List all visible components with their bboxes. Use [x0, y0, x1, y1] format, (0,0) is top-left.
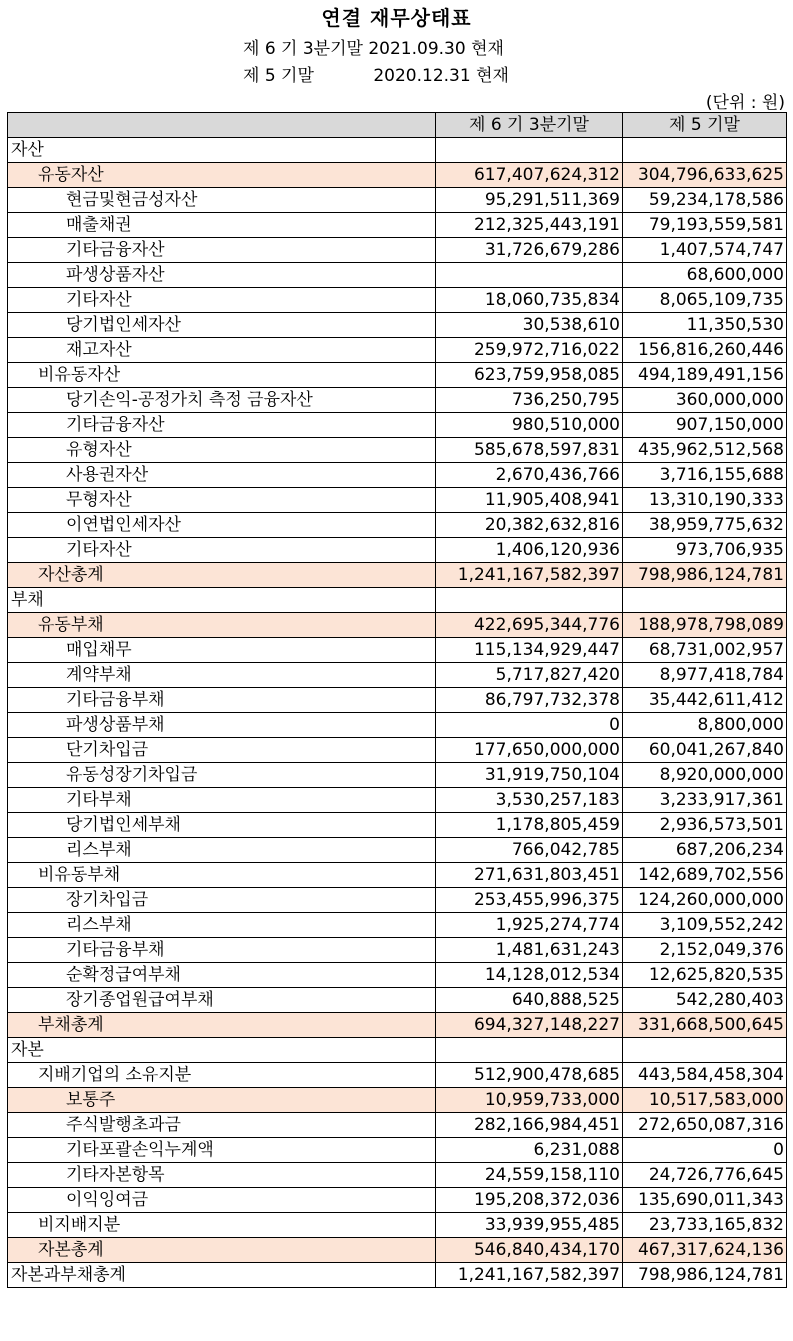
period-prior: 제 5 기말 2020.12.31 현재 [243, 66, 509, 86]
current-period-value: 177,650,000,000 [436, 738, 623, 763]
current-period-value: 195,208,372,036 [436, 1188, 623, 1213]
table-row [8, 188, 787, 213]
table-row [8, 813, 787, 838]
prior-period-value: 1,407,574,747 [623, 238, 787, 263]
row-label: 리스부채 [8, 913, 436, 938]
table-row [8, 713, 787, 738]
row-label: 매출채권 [8, 213, 436, 238]
prior-period-value: 360,000,000 [623, 388, 787, 413]
current-period-value: 86,797,732,378 [436, 688, 623, 713]
current-period-value [436, 588, 623, 613]
table-row [8, 963, 787, 988]
prior-period-value: 8,065,109,735 [623, 288, 787, 313]
row-label: 이연법인세자산 [8, 513, 436, 538]
current-period-value: 259,972,716,022 [436, 338, 623, 363]
table-row [8, 838, 787, 863]
current-period-value: 1,925,274,774 [436, 913, 623, 938]
row-label: 유동부채 [8, 613, 436, 638]
table-row [8, 888, 787, 913]
table-row [8, 1163, 787, 1188]
table-row [8, 688, 787, 713]
table-row [8, 613, 787, 638]
row-label: 기타금융자산 [8, 413, 436, 438]
current-period-value: 980,510,000 [436, 413, 623, 438]
table-row [8, 863, 787, 888]
statement-title: 연결 재무상태표 [321, 6, 472, 30]
row-label: 자본 [8, 1038, 436, 1063]
prior-period-value: 798,986,124,781 [623, 563, 787, 588]
prior-period-value: 443,584,458,304 [623, 1063, 787, 1088]
row-label: 현금및현금성자산 [8, 188, 436, 213]
table-row [8, 1063, 787, 1088]
current-period-value [436, 263, 623, 288]
prior-period-value: 272,650,087,316 [623, 1113, 787, 1138]
prior-period-value: 2,936,573,501 [623, 813, 787, 838]
table-row [8, 588, 787, 613]
current-period-value: 95,291,511,369 [436, 188, 623, 213]
table-row [8, 638, 787, 663]
prior-period-value: 68,731,002,957 [623, 638, 787, 663]
current-period-value: 6,231,088 [436, 1138, 623, 1163]
row-label: 리스부채 [8, 838, 436, 863]
table-row [8, 138, 787, 163]
row-label: 기타자본항목 [8, 1163, 436, 1188]
balance-sheet-table [7, 112, 787, 1288]
table-row [8, 1238, 787, 1263]
current-period-value: 617,407,624,312 [436, 163, 623, 188]
prior-period-value: 331,668,500,645 [623, 1013, 787, 1038]
row-label: 자산 [8, 138, 436, 163]
prior-period-value: 35,442,611,412 [623, 688, 787, 713]
prior-period-value: 38,959,775,632 [623, 513, 787, 538]
row-label: 유동성장기차입금 [8, 763, 436, 788]
row-label: 자본총계 [8, 1238, 436, 1263]
table-row [8, 163, 787, 188]
row-label: 재고자산 [8, 338, 436, 363]
prior-period-value: 798,986,124,781 [623, 1263, 787, 1288]
prior-period-value: 304,796,633,625 [623, 163, 787, 188]
row-label: 비지배지분 [8, 1213, 436, 1238]
table-row [8, 1213, 787, 1238]
row-label: 순확정급여부채 [8, 963, 436, 988]
row-label: 주식발행초과금 [8, 1113, 436, 1138]
table-row [8, 513, 787, 538]
current-period-value: 640,888,525 [436, 988, 623, 1013]
row-label: 당기법인세부채 [8, 813, 436, 838]
current-period-value: 31,919,750,104 [436, 763, 623, 788]
table-row [8, 563, 787, 588]
table-row [8, 763, 787, 788]
current-period-value: 212,325,443,191 [436, 213, 623, 238]
period-current: 제 6 기 3분기말 2021.09.30 현재 [243, 39, 504, 59]
table-row [8, 388, 787, 413]
prior-period-value: 23,733,165,832 [623, 1213, 787, 1238]
prior-period-value: 13,310,190,333 [623, 488, 787, 513]
table-row [8, 463, 787, 488]
current-period-value: 512,900,478,685 [436, 1063, 623, 1088]
table-row [8, 1038, 787, 1063]
prior-period-value: 8,920,000,000 [623, 763, 787, 788]
current-period-value: 11,905,408,941 [436, 488, 623, 513]
current-period-value: 10,959,733,000 [436, 1088, 623, 1113]
current-period-value: 33,939,955,485 [436, 1213, 623, 1238]
current-period-value [436, 138, 623, 163]
row-label: 기타부채 [8, 788, 436, 813]
table-row [8, 438, 787, 463]
prior-period-value: 8,800,000 [623, 713, 787, 738]
prior-period-value: 0 [623, 1138, 787, 1163]
table-header-row [8, 113, 787, 138]
prior-period-value [623, 1038, 787, 1063]
prior-period-value: 973,706,935 [623, 538, 787, 563]
table-row [8, 913, 787, 938]
current-period-value: 766,042,785 [436, 838, 623, 863]
prior-period-value: 59,234,178,586 [623, 188, 787, 213]
row-label: 자산총계 [8, 563, 436, 588]
current-period-value: 623,759,958,085 [436, 363, 623, 388]
current-period-value: 31,726,679,286 [436, 238, 623, 263]
current-period-value: 5,717,827,420 [436, 663, 623, 688]
current-period-value: 585,678,597,831 [436, 438, 623, 463]
table-row [8, 1138, 787, 1163]
current-period-value [436, 1038, 623, 1063]
current-period-value: 20,382,632,816 [436, 513, 623, 538]
prior-period-value: 494,189,491,156 [623, 363, 787, 388]
prior-period-value: 10,517,583,000 [623, 1088, 787, 1113]
table-row [8, 413, 787, 438]
current-period-value: 1,481,631,243 [436, 938, 623, 963]
prior-period-value: 156,816,260,446 [623, 338, 787, 363]
row-label: 당기손익-공정가치 측정 금융자산 [8, 388, 436, 413]
current-period-value: 2,670,436,766 [436, 463, 623, 488]
current-period-value: 271,631,803,451 [436, 863, 623, 888]
row-label: 파생상품부채 [8, 713, 436, 738]
prior-period-value: 135,690,011,343 [623, 1188, 787, 1213]
prior-period-value: 542,280,403 [623, 988, 787, 1013]
table-row [8, 213, 787, 238]
prior-period-value: 142,689,702,556 [623, 863, 787, 888]
current-period-value: 1,178,805,459 [436, 813, 623, 838]
current-period-value: 3,530,257,183 [436, 788, 623, 813]
current-period-value: 1,406,120,936 [436, 538, 623, 563]
row-label: 기타금융부채 [8, 688, 436, 713]
prior-period-value: 11,350,530 [623, 313, 787, 338]
row-label: 파생상품자산 [8, 263, 436, 288]
table-row [8, 488, 787, 513]
row-label: 부채 [8, 588, 436, 613]
table-row [8, 738, 787, 763]
row-label: 장기차입금 [8, 888, 436, 913]
row-label: 당기법인세자산 [8, 313, 436, 338]
prior-period-value: 3,109,552,242 [623, 913, 787, 938]
current-period-value: 422,695,344,776 [436, 613, 623, 638]
row-label: 부채총계 [8, 1013, 436, 1038]
table-row [8, 1013, 787, 1038]
prior-period-value: 124,260,000,000 [623, 888, 787, 913]
header-prior-period: 제 5 기말 [623, 113, 787, 138]
current-period-value: 546,840,434,170 [436, 1238, 623, 1263]
row-label: 사용권자산 [8, 463, 436, 488]
table-row [8, 988, 787, 1013]
current-period-value: 0 [436, 713, 623, 738]
prior-period-value [623, 588, 787, 613]
prior-period-value: 188,978,798,089 [623, 613, 787, 638]
prior-period-value: 8,977,418,784 [623, 663, 787, 688]
row-label: 기타포괄손익누계액 [8, 1138, 436, 1163]
row-label: 계약부채 [8, 663, 436, 688]
prior-period-value: 12,625,820,535 [623, 963, 787, 988]
row-label: 유형자산 [8, 438, 436, 463]
current-period-value: 1,241,167,582,397 [436, 563, 623, 588]
row-label: 지배기업의 소유지분 [8, 1063, 436, 1088]
table-row [8, 1188, 787, 1213]
current-period-value: 1,241,167,582,397 [436, 1263, 623, 1288]
prior-period-value [623, 138, 787, 163]
row-label: 장기종업원급여부채 [8, 988, 436, 1013]
table-row [8, 238, 787, 263]
prior-period-value: 24,726,776,645 [623, 1163, 787, 1188]
table-row [8, 263, 787, 288]
header-current-period: 제 6 기 3분기말 [436, 113, 623, 138]
prior-period-value: 68,600,000 [623, 263, 787, 288]
prior-period-value: 3,233,917,361 [623, 788, 787, 813]
current-period-value: 30,538,610 [436, 313, 623, 338]
table-row [8, 1113, 787, 1138]
table-row [8, 1263, 787, 1288]
table-row [8, 313, 787, 338]
prior-period-value: 3,716,155,688 [623, 463, 787, 488]
current-period-value: 694,327,148,227 [436, 1013, 623, 1038]
row-label: 매입채무 [8, 638, 436, 663]
prior-period-value: 907,150,000 [623, 413, 787, 438]
prior-period-value: 435,962,512,568 [623, 438, 787, 463]
row-label: 비유동자산 [8, 363, 436, 388]
table-row [8, 938, 787, 963]
row-label: 기타자산 [8, 288, 436, 313]
header-account [8, 113, 436, 138]
row-label: 기타금융자산 [8, 238, 436, 263]
prior-period-value: 2,152,049,376 [623, 938, 787, 963]
statement-header [0, 0, 793, 112]
row-label: 이익잉여금 [8, 1188, 436, 1213]
table-row [8, 288, 787, 313]
table-body [8, 138, 787, 1288]
prior-period-value: 79,193,559,581 [623, 213, 787, 238]
current-period-value: 115,134,929,447 [436, 638, 623, 663]
current-period-value: 736,250,795 [436, 388, 623, 413]
unit-label: (단위 : 원) [705, 93, 785, 113]
row-label: 자본과부채총계 [8, 1263, 436, 1288]
prior-period-value: 687,206,234 [623, 838, 787, 863]
row-label: 유동자산 [8, 163, 436, 188]
row-label: 기타자산 [8, 538, 436, 563]
current-period-value: 18,060,735,834 [436, 288, 623, 313]
table-row [8, 1088, 787, 1113]
row-label: 무형자산 [8, 488, 436, 513]
current-period-value: 282,166,984,451 [436, 1113, 623, 1138]
table-row [8, 363, 787, 388]
row-label: 기타금융부채 [8, 938, 436, 963]
table-row [8, 663, 787, 688]
prior-period-value: 60,041,267,840 [623, 738, 787, 763]
row-label: 보통주 [8, 1088, 436, 1113]
current-period-value: 24,559,158,110 [436, 1163, 623, 1188]
current-period-value: 14,128,012,534 [436, 963, 623, 988]
row-label: 비유동부채 [8, 863, 436, 888]
table-row [8, 538, 787, 563]
current-period-value: 253,455,996,375 [436, 888, 623, 913]
table-row [8, 788, 787, 813]
table-row [8, 338, 787, 363]
prior-period-value: 467,317,624,136 [623, 1238, 787, 1263]
row-label: 단기차입금 [8, 738, 436, 763]
